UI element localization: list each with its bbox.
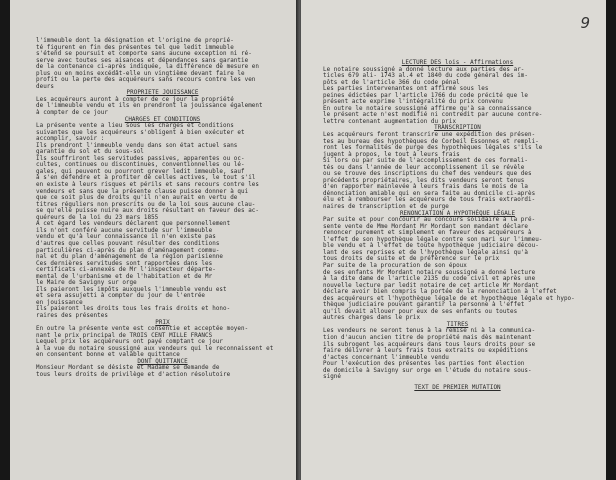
text-line: Ils paieront les impôts auxquels l'immeuble vendu est	[36, 286, 227, 293]
text-line: Les acquéreurs auront à compter de ce jour la propriété	[36, 96, 234, 103]
text-line: et sera assujetti à compter du jour de l'entrée	[36, 293, 206, 300]
text-line: en consentent bonne et valable quittance	[36, 352, 180, 359]
text-line: Monsieur Mordant se désiste et Madame se demande de	[36, 365, 220, 372]
section-heading: DONT QUITTANCE	[137, 358, 188, 365]
text-line: certificats ci-annexés de Mr l'inspecteur départe-	[36, 267, 216, 274]
section-heading: PROPRIETE JOUISSANCE	[126, 90, 199, 97]
text-line: des acquéreurs et l'hypothèque légale de et hypothèque légale et hypo-	[323, 295, 575, 302]
text-line: garantie du sol et du sous-sol	[36, 149, 144, 156]
text-line: titres réguliers non prescrits ou de la loi sous aucune clau-	[36, 201, 256, 208]
text-line: vendeurs et sans que la présente clause puisse donner à qui	[36, 188, 249, 195]
text-line: d'autres que celles pouvant résulter des conditions	[36, 240, 220, 247]
text-line: mental de l'urbanisme et de l'habitation et de Mr	[36, 273, 213, 280]
text-line: Ils paieront les droits tous les frais droits et hono-	[36, 306, 231, 313]
text-line: La présente vente a lieu sous les charges et conditions	[36, 123, 234, 130]
text-line: profit ou la perte des acquéreurs sans recours contre les ven	[36, 77, 256, 84]
text-line: d'en rapporter mainlevée à leurs frais dans le mois de la	[323, 184, 528, 191]
text-line: ront les formalités de purge des hypothèques légales s'ils le	[323, 145, 543, 152]
text-line: qu'il devait allouer pour eux de ses enfants ou toutes	[323, 308, 518, 315]
section-heading: LECTURE DES lois - Affirmations	[401, 60, 514, 66]
text-line: élu et à rembourser les acquéreurs de tous frais extraordi-	[323, 197, 536, 204]
text-line: lettre contenant augmentation du prix	[323, 118, 457, 125]
text-line: thèque judiciaire pouvant garantir la personne à l'effet	[323, 302, 525, 309]
right-page	[301, 0, 606, 480]
text-line: particulières ci-après du plan d'aménagement commu-	[36, 247, 220, 254]
text-line: Les parties intervenantes ont affirmé sous les	[323, 86, 489, 93]
text-line: l'effet de son hypothèque légale contre son mari sur l'immeu-	[323, 236, 543, 243]
text-line: Les vendeurs ne seront tenus à la remise ni à la communica-	[323, 328, 536, 335]
text-line: déclare avoir bien compris la portée de la renonciation à l'effet	[323, 289, 557, 296]
text-line: lant de ses reprises et de l'hypothèque légale ainsi qu'à	[323, 249, 528, 256]
text-line: dénonciation amiable qui en sera faite au domicile ci-après	[323, 190, 536, 197]
section-heading: CHARGES ET CONDITIONS	[124, 116, 201, 123]
text-line: plus ou en moins excédât-elle un vingtième devant faire le	[36, 70, 245, 77]
text-line: ils subrogent les acquéreurs dans tous leurs droits pour se	[323, 341, 536, 348]
text-line: tous droits de suite et de préférence sur le prix	[323, 256, 500, 263]
text-line: nouvelle lecture par ledit notaire de cet article Mr Mordant	[323, 282, 539, 289]
text-line: Ces dernières servitudes sont rapportées dans les	[36, 260, 213, 267]
text-line: à la vue du notaire soussigné aux vendeurs qui le reconnaissent et	[36, 345, 274, 352]
text-line: nal et du plan d'aménagement de la région parisienne	[36, 254, 224, 261]
text-line: Les acquéreurs feront transcrire une expédition des présen-	[323, 132, 536, 139]
text-line: signé	[323, 374, 341, 381]
text-line: suivantes que les acquéreurs s'obligent à bien exécuter et	[36, 129, 245, 136]
text-line: Si lors ou par suite de l'accomplissement de ces formali-	[323, 158, 528, 165]
text-line: naires de transcription et de purge	[323, 204, 449, 211]
text-line: ils n'ont conféré aucune servitude sur l'immeuble	[36, 227, 213, 234]
section-heading: RENONCIATION A HYPOTHÈQUE LÉGALE	[399, 210, 516, 217]
text-line: ble vendu et à l'effet de toute hypothèque judiciaire décou-	[323, 243, 539, 250]
text-line: Par suite et pour concourir au concours solidaire à la pré-	[323, 217, 536, 224]
text-line: nant le prix principal de TROIS CENT MILLE FRANCS	[36, 332, 213, 339]
text-line: vendu et qu'à leur connaissance il n'en existe pas	[36, 234, 216, 241]
text-line: à compter de ce jour	[36, 110, 108, 117]
right-page-text	[323, 60, 592, 391]
text-line: faire délivrer à leurs frais tous extraits ou expéditions	[323, 348, 528, 355]
section-heading: PRIX	[155, 319, 170, 326]
text-line: raires des présentes	[36, 312, 108, 319]
text-line: se qu'elle puisse nuire aux droits résultant en faveur des ac-	[36, 208, 259, 215]
text-line: Par suite de la procuration de son époux	[323, 262, 467, 269]
text-line: de l'immeuble vendu et ils en prendront la jouissance également	[36, 103, 263, 110]
text-line: accomplir, savoir :	[36, 136, 105, 143]
text-line: Ils prendront l'immeuble vendu dans son état actuel sans	[36, 142, 238, 149]
text-line: le présent acte n'est modifié ni contredit par aucune contre-	[323, 112, 543, 119]
text-line: autres charges dans le prix	[323, 315, 421, 322]
text-line: pôts et de l'article 366 du code pénal	[323, 79, 460, 86]
text-line: Ils souffriront les servitudes passives, apparentes ou oc-	[36, 155, 245, 162]
left-page-text	[36, 38, 289, 378]
text-line: à la dite dame de l'article 2135 du code civil et après une	[323, 276, 536, 283]
text-line: tes au bureau des hypothèques de Corbeil Essonnes et rempli-	[323, 138, 539, 145]
text-line: en existe à leurs risques et périls et sans recours contre les	[36, 182, 259, 189]
text-line: Pour l'exécution des présentes les parties font élection	[323, 361, 525, 368]
text-line: en jouissance	[36, 299, 83, 306]
text-line: le Maire de Savigny sur orge	[36, 280, 137, 287]
text-line: s'étend se poursuit et comporte sans aucune exception ni ré-	[36, 51, 252, 58]
text-line: jugent à propos, le tout à leurs frais	[323, 151, 460, 158]
text-line: renoncer purement et simplement en faveur des acquéreurs à	[323, 230, 532, 237]
text-line: Le notaire soussigné a donné lecture aux parties des ar-	[323, 66, 525, 73]
text-line: En outre le notaire soussigné affirme qu'à sa connaissance	[323, 105, 532, 112]
text-line: précédents propriétaires, les dits vendeurs seront tenus	[323, 177, 525, 184]
text-line: ou se trouve des inscriptions du chef des vendeurs que des	[323, 171, 532, 178]
text-line: à s'en défendre et à profiter de celles actives, le tout s'il	[36, 175, 256, 182]
page-number: 9	[580, 14, 590, 32]
text-line: présent acte exprime l'intégralité du prix convenu	[323, 99, 503, 106]
text-line: quéreurs de la loi du 23 mars 1855	[36, 214, 159, 221]
text-line: gales, qui peuvent ou pourront grever ledit immeuble, sauf	[36, 168, 245, 175]
text-line: tion d'aucun ancien titre de propriété mais dès maintenant	[323, 334, 532, 341]
section-heading: TITRES	[446, 321, 469, 328]
section-heading: TEXT DE PREMIER MUTATION	[414, 384, 501, 391]
text-line: té figurent en fin des présentes tel que ledit immeuble	[36, 44, 234, 51]
text-line: ticles 679 ali- 1743 al.4 et 1840 du code général des im-	[323, 73, 528, 80]
text-line: cultes, continues ou discontinues, conventionnelles ou lé-	[36, 162, 245, 169]
text-line: tous leurs droits de privilège et d'action résolutoire	[36, 371, 231, 378]
text-line: de domicile à Savigny sur orge en l'étude du notaire sous-	[323, 367, 532, 374]
text-line: tés ou dans l'année de leur accomplissement il se révèle	[323, 164, 525, 171]
text-line: d'actes concernant l'immeuble vendu	[323, 354, 449, 361]
text-line: En outre la présente vente est consentie et acceptée moyen-	[36, 326, 249, 333]
text-line: deurs	[36, 83, 54, 90]
text-line: Lequel prix les acquéreurs ont payé comptant ce jour	[36, 339, 224, 346]
text-line: de la contenance ci-après indiquée, la différence de mesure en	[36, 64, 259, 71]
left-page	[10, 0, 299, 480]
text-line: que ce soit plus de droits qu'il n'en aurait en vertu de	[36, 195, 238, 202]
text-line: de ses enfants Mr Mordant notaire soussigné a donné lecture	[323, 269, 536, 276]
section-heading: TRANSCRIPTION	[434, 125, 481, 132]
text-line: peines édictées par l'article 1766 du code précité que le	[323, 92, 528, 99]
text-line: A cet égard les vendeurs déclarent que personnellement	[36, 221, 231, 228]
text-line: l'immeuble dont la désignation et l'origine de proprié-	[36, 38, 234, 44]
text-line: sente vente de Mme Mordant Mr Mordant son mandant déclare	[323, 223, 528, 230]
text-line: serve avec toutes ses aisances et dépendances sans garantie	[36, 57, 249, 64]
